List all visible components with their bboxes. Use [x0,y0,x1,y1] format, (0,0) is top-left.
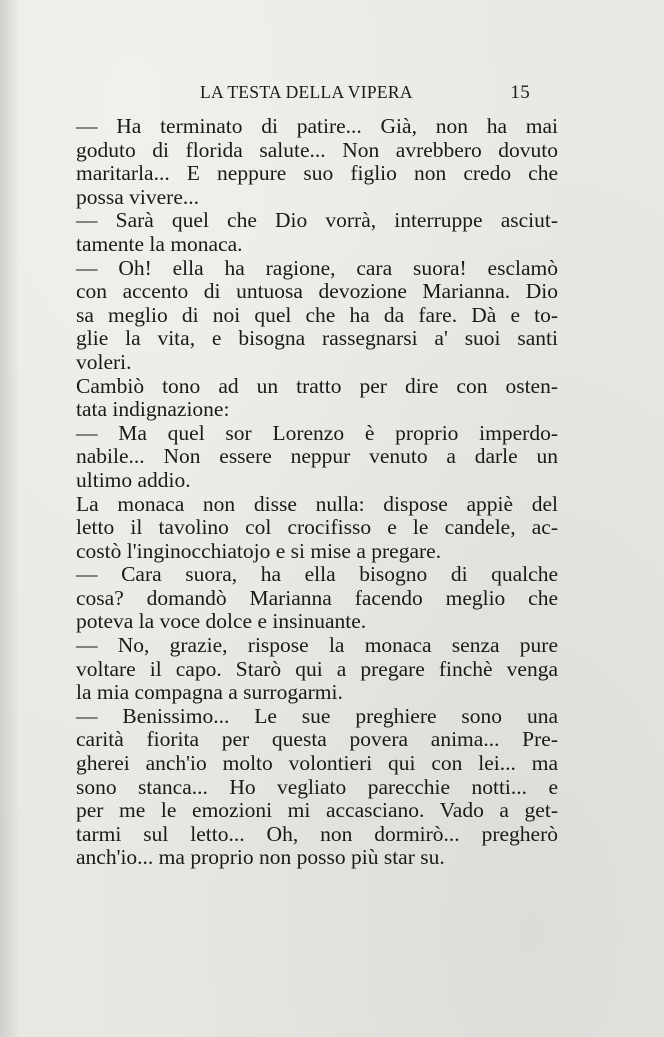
text-line: cosa? domandò Marianna facendo meglio che [76,585,558,610]
text-line: carità fiorita per questa povera anima... Pre- [76,727,558,752]
text-line: glie la vita, e bisogna rassegnarsi a' suoi santi [76,326,558,351]
running-title: LA TESTA DELLA VIPERA [200,82,413,102]
text-line: maritarla... E neppure suo figlio non credo che [76,161,558,186]
text-line: La monaca non disse nulla: dispose appiè del [76,491,558,516]
text-line: tarmi sul letto... Oh, non dormirò... pregherò [76,821,558,846]
text-line: gherei anch'io molto volontieri qui con lei... ma [76,751,558,776]
text-line: goduto di florida salute... Non avrebbero dovuto [76,137,558,162]
text-line: anch'io... ma proprio non posso più star su. [76,845,445,870]
text-line: voltare il capo. Starò qui a pregare finchè venga [76,656,558,681]
body-text [76,115,558,870]
text-line: voleri. [76,349,132,374]
text-line: — No, grazie, rispose la monaca senza pure [76,633,558,658]
text-line: tata indignazione: [76,397,230,422]
text-line: tamente la monaca. [76,231,243,256]
text-line: la mia compagna a surrogarmi. [76,680,343,705]
text-line: per me le emozioni mi accasciano. Vado a get- [76,798,558,823]
text-line: nabile... Non essere neppur venuto a darle un [76,444,558,469]
text-line: — Benissimo... Le sue preghiere sono una [76,703,558,728]
text-line: — Cara suora, ha ella bisogno di qualche [76,562,558,587]
text-line: — Ma quel sor Lorenzo è proprio imperdo- [76,420,558,445]
text-line: costò l'inginocchiatojo e si mise a pregare. [76,538,442,563]
page-number: 15 [510,82,530,103]
page-gutter-shadow [0,0,20,1037]
text-line: — Ha terminato di patire... Già, non ha mai [76,114,558,138]
page-header [200,82,530,108]
text-line: — Sarà quel che Dio vorrà, interruppe asciut- [76,208,558,233]
text-line: ultimo addio. [76,467,191,492]
text-line: sa meglio di noi quel che ha da fare. Dà e to- [76,302,558,327]
text-line: possa vivere... [76,184,199,209]
text-line: Cambiò tono ad un tratto per dire con osten- [76,373,558,398]
text-line: letto il tavolino col crocifisso e le candele, ac- [76,515,558,540]
text-line: sono stanca... Ho vegliato parecchie notti... e [76,774,558,799]
text-line: — Oh! ella ha ragione, cara suora! esclamò [76,255,558,280]
text-line: poteva la voce dolce e insinuante. [76,609,367,634]
text-line: con accento di untuosa devozione Marianna. Dio [76,279,558,304]
